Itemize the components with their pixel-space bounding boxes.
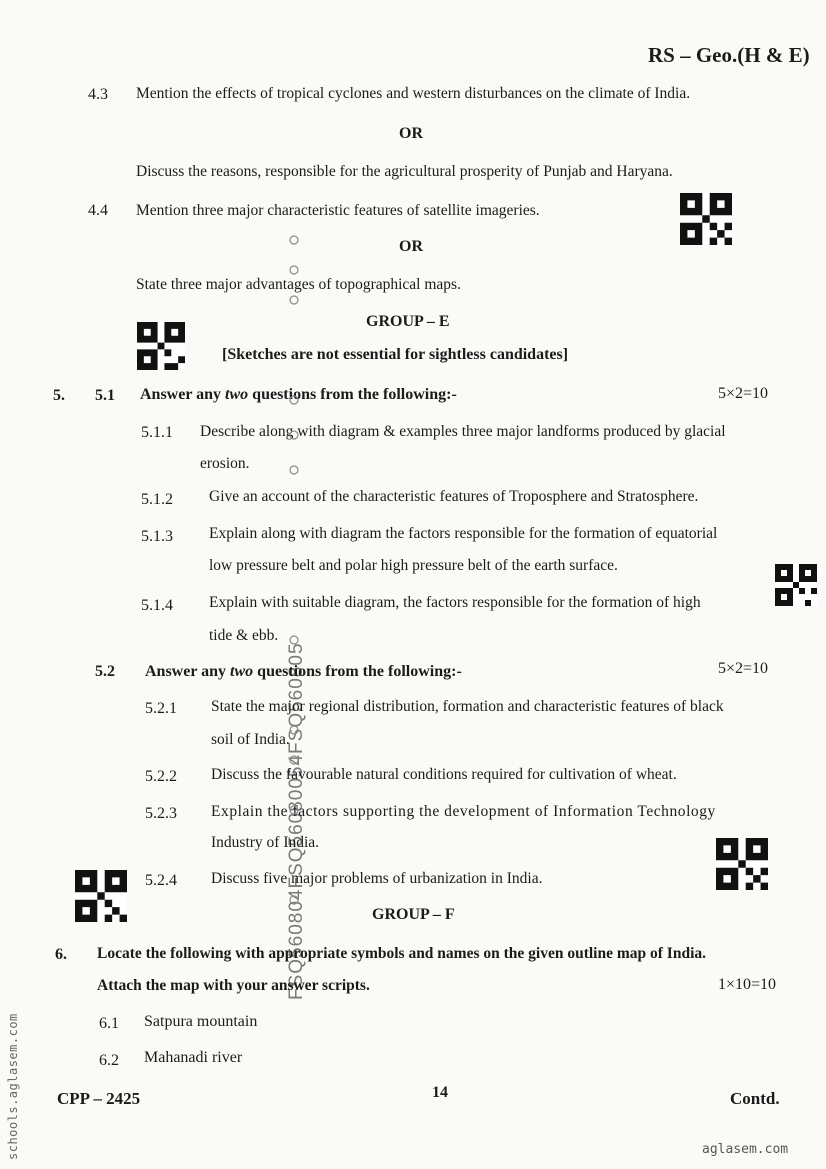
item-number: 5.2.2 [145,768,177,785]
qr-code-icon [716,838,768,890]
question-marks: 1×10=10 [718,976,777,993]
question-text-continued: Attach the map with your answer scripts. [97,977,370,994]
question-text: Mention the effects of tropical cyclones and western disturbances on the climate of India. [136,85,691,102]
item-number: 5.1.3 [141,528,173,545]
group-e-title: GROUP – E [366,313,450,330]
section-marks: 5×2=10 [718,660,769,677]
item-text: Give an account of the characteristic features of Troposphere and Stratosphere. [209,488,699,505]
item-number: 6.1 [99,1015,119,1032]
section-number: 5.1 [95,387,115,404]
qr-code-icon [75,870,127,922]
item-text: Satpura mountain [144,1013,258,1030]
item-number: 6.2 [99,1052,119,1069]
item-text: Discuss five major problems of urbanization in India. [211,870,543,887]
item-text-continued: soil of India. [211,731,290,748]
question-text: Locate the following with appropriate symbols and names on the given outline map of India. [97,945,707,962]
qr-code-icon [137,322,185,370]
vertical-code-watermark: FSQ560804FSQ56080054FSQ560805 [286,642,307,1000]
item-text-continued: erosion. [200,455,250,472]
item-number: 5.2.1 [145,700,177,717]
item-text: State the major regional distribution, formation and characteristic features of black [211,698,724,715]
item-text: Mahanadi river [144,1049,243,1066]
or-label: OR [399,238,423,255]
side-watermark: schools.aglasem.com [6,1013,20,1160]
item-text: Explain the factors supporting the development of Information Technology [211,803,716,820]
paper-code-header: RS – Geo.(H & E) [648,43,810,67]
continued-label: Contd. [730,1089,780,1108]
group-e-note: [Sketches are not essential for sightless candidates] [222,346,569,363]
question-number: 4.3 [88,86,108,103]
section-instruction: Answer any two questions from the following:- [145,663,462,680]
item-text: Explain along with diagram the factors responsible for the formation of equatorial [209,525,718,542]
watermark-dots [287,210,301,930]
qr-code-icon [680,193,732,245]
section-instruction: Answer any two questions from the following:- [140,386,457,403]
page-number: 14 [432,1084,448,1101]
item-text: Discuss the favourable natural conditions required for cultivation of wheat. [211,766,677,783]
paper-code-footer: CPP – 2425 [57,1089,141,1108]
section-marks: 5×2=10 [718,385,769,402]
item-number: 5.2.3 [145,805,177,822]
item-number: 5.2.4 [145,872,177,889]
or-label: OR [399,125,423,142]
qr-code-icon [775,564,817,606]
item-text-continued: Industry of India. [211,834,320,851]
item-number: 5.1.1 [141,424,173,441]
question-number: 4.4 [88,202,108,219]
section-number: 5.2 [95,663,115,680]
question-number: 5. [53,387,65,404]
group-f-title: GROUP – F [372,906,455,923]
item-number: 5.1.2 [141,491,173,508]
item-text: Describe along with diagram & examples three major landforms produced by glacial [200,423,726,440]
alternative-question-text: State three major advantages of topographical maps. [136,276,461,293]
item-text-continued: low pressure belt and polar high pressure belt of the earth surface. [209,557,618,574]
item-text-continued: tide & ebb. [209,627,279,644]
question-text: Mention three major characteristic features of satellite imageries. [136,202,540,219]
alternative-question-text: Discuss the reasons, responsible for the agricultural prosperity of Punjab and Haryana. [136,163,673,180]
site-watermark: aglasem.com [702,1142,789,1157]
item-number: 5.1.4 [141,597,173,614]
question-number: 6. [55,946,67,963]
item-text: Explain with suitable diagram, the factors responsible for the formation of high [209,594,701,611]
